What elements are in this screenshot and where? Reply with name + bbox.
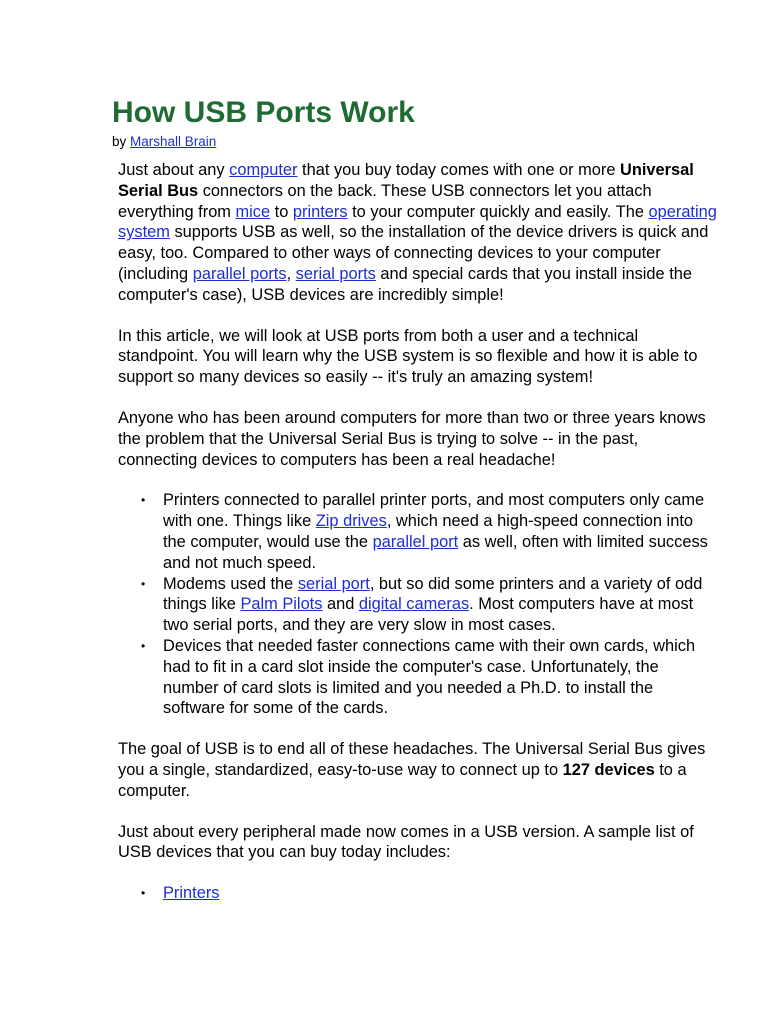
zip-drives-link[interactable]: Zip drives <box>315 512 387 531</box>
text: and special cards that you install inside the computer's case), USB devices are incredibly simple! <box>118 264 693 304</box>
text: The goal of USB is to end all of these headaches. The Universal Serial Bus gives you a single, standardized, easy-to-use way to connect up to <box>118 740 706 779</box>
text: Just about any <box>118 161 230 179</box>
text: , but so did some printers and a variety of odd things like <box>163 574 703 614</box>
printers-device-link[interactable]: Printers <box>163 884 220 903</box>
text: that you buy today comes with one or more <box>297 161 621 179</box>
text: supports USB as well, so the installation of the device drivers is quick and easy, too. Compared to other ways of connecting devices to your computer (including <box>118 223 709 283</box>
devices-intro-paragraph: Just about every peripheral made now comes in a USB version. A sample list of USB devices that you can buy today includes: <box>118 822 694 862</box>
author-link[interactable]: Marshall Brain <box>130 134 217 149</box>
text: Printers connected to parallel printer ports, and most computers only came with one. Things like <box>163 491 705 531</box>
parallel-ports-link[interactable]: parallel ports <box>192 264 287 283</box>
bullet-icon: • <box>141 576 146 591</box>
mice-link[interactable]: mice <box>235 202 271 221</box>
text: to a computer. <box>118 760 687 800</box>
article-scope-paragraph: In this article, we will look at USB ports from both a user and a technical standpoint. You will learn why the USB system is so flexible and how it is able to support so many devices so easily -- it's truly an amazing system! <box>118 326 698 387</box>
goal-paragraph <box>118 739 718 801</box>
text: , which need a high-speed connection into the computer, would use the <box>163 512 693 551</box>
serial-ports-link[interactable]: serial ports <box>295 264 376 283</box>
article-body <box>118 160 718 904</box>
intro-paragraph <box>118 160 718 306</box>
digital-cameras-link[interactable]: digital cameras <box>358 595 470 614</box>
printers-link[interactable]: printers <box>292 202 348 221</box>
text: connectors on the back. These USB connectors let you attach everything from <box>118 181 652 221</box>
parallel-port-link[interactable]: parallel port <box>372 532 459 551</box>
palm-pilots-link[interactable]: Palm Pilots <box>240 595 323 614</box>
text: and <box>322 595 359 614</box>
text: Modems used the <box>163 574 298 593</box>
text: to <box>270 202 293 221</box>
bold-text: Universal Serial Bus <box>118 161 694 200</box>
operating-system-link[interactable]: operating system <box>118 202 717 242</box>
text: Devices that needed faster connections came with their own cards, which had to fit in a card slot inside the computer's case. Unfortunately, the number of card slots is limited and you needed a Ph.D. to install the software for some of the cards. <box>163 636 696 718</box>
bold-text: 127 devices <box>562 760 655 779</box>
serial-port-link[interactable]: serial port <box>297 574 370 593</box>
bullet-icon: • <box>141 638 146 653</box>
computer-link[interactable]: computer <box>229 161 298 179</box>
legacy-ports-list <box>118 490 718 719</box>
list-item <box>141 574 718 636</box>
list-item <box>141 883 718 904</box>
byline <box>112 132 216 152</box>
list-item <box>141 490 718 573</box>
page-title: How USB Ports Work <box>112 96 415 129</box>
bullet-icon: • <box>141 886 146 901</box>
text: , <box>286 264 296 283</box>
byline-prefix: by <box>112 134 131 149</box>
text: . Most computers have at most two serial ports, and they are very slow in most cases. <box>163 595 694 635</box>
usb-devices-list <box>118 883 718 904</box>
problem-paragraph: Anyone who has been around computers for more than two or three years knows the problem that the Universal Serial Bus is trying to solve -- in the past, connecting devices to computers has been a real headache! <box>118 408 706 469</box>
list-item <box>141 636 718 719</box>
text: as well, often with limited success and not much speed. <box>163 532 708 572</box>
bullet-icon: • <box>141 493 146 508</box>
text: to your computer quickly and easily. The <box>347 202 649 221</box>
